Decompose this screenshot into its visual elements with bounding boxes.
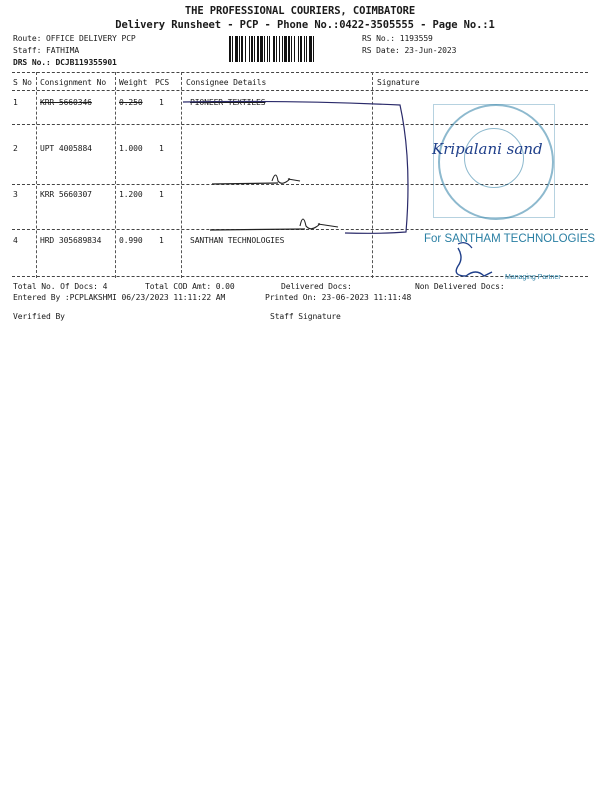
- cell-weight: 0.250: [119, 98, 143, 107]
- staff-signature: Staff Signature: [270, 312, 341, 321]
- barcode-bar: [249, 36, 250, 62]
- barcode-bar: [304, 36, 305, 62]
- barcode-bar: [309, 36, 312, 62]
- barcode-bar: [232, 36, 233, 62]
- cell-pcs: 1: [159, 236, 164, 245]
- col-divider: [115, 72, 116, 278]
- cell-sno: 4: [13, 236, 18, 245]
- cell-consignment: HRD 305689834: [40, 236, 102, 245]
- table-bottom-rule: [12, 276, 588, 277]
- barcode-bar: [245, 36, 246, 62]
- col-divider: [372, 72, 373, 278]
- entered-by: Entered By :PCPLAKSHMI 06/23/2023 11:11:22 AM: [13, 293, 226, 302]
- barcode-bar: [235, 36, 238, 62]
- header-signature: Signature: [377, 78, 420, 87]
- row-divider: [12, 229, 588, 230]
- barcode-bar: [313, 36, 314, 62]
- barcode-bar: [251, 36, 253, 62]
- drs-number: [13, 58, 117, 67]
- header-consignment: Consignment No: [40, 78, 107, 87]
- printed-on: Printed On: 23-06-2023 11:11:48: [265, 293, 412, 302]
- cell-sno: 2: [13, 144, 18, 153]
- barcode-bar: [284, 36, 287, 62]
- cell-consignment: KRR 5660346: [40, 98, 92, 107]
- barcode-bar: [276, 36, 277, 62]
- barcode-bar: [279, 36, 280, 62]
- cell-consignee: SANTHAN TECHNOLOGIES: [190, 236, 285, 245]
- barcode-bar: [254, 36, 255, 62]
- barcode-bar: [241, 36, 243, 62]
- barcode-bar: [282, 36, 283, 62]
- barcode-bar: [229, 36, 231, 62]
- table-header-rule: [12, 90, 588, 91]
- total-docs: Total No. Of Docs: 4: [13, 282, 108, 291]
- rs-date: RS Date: 23-Jun-2023: [362, 46, 457, 55]
- barcode-bar: [273, 36, 275, 62]
- barcode-bar: [300, 36, 302, 62]
- company-seal-inner: [464, 128, 524, 188]
- cell-sno: 1: [13, 98, 18, 107]
- col-divider: [181, 72, 182, 278]
- total-cod: Total COD Amt: 0.00: [145, 282, 235, 291]
- barcode-bar: [260, 36, 263, 62]
- barcode-bar: [298, 36, 299, 62]
- non-delivered-docs: Non Delivered Docs:: [415, 282, 505, 291]
- drs-label: DRS No.:: [13, 58, 51, 67]
- table-top-rule: [12, 72, 588, 73]
- cell-weight: 0.990: [119, 236, 143, 245]
- stamp-company-name: For SANTHAM TECHNOLOGIES: [424, 233, 596, 245]
- cell-consignment: UPT 4005884: [40, 144, 92, 153]
- barcode-bar: [288, 36, 290, 62]
- barcode-bar: [294, 36, 295, 62]
- cell-consignee: PIONEER TEXTILES: [190, 98, 266, 107]
- rs-number: RS No.: 1193559: [362, 34, 433, 43]
- staff-label: Staff: FATHIMA: [13, 46, 80, 55]
- barcode: [229, 36, 355, 62]
- barcode-bar: [267, 36, 268, 62]
- cell-pcs: 1: [159, 98, 164, 107]
- header-consignee: Consignee Details: [186, 78, 267, 87]
- runsheet-subtitle: Delivery Runsheet - PCP - Phone No.:0422-3505555 - Page No.:1: [115, 19, 495, 31]
- recipient-handwritten-name: Kripalani sand: [432, 140, 543, 158]
- cell-sno: 3: [13, 190, 18, 199]
- barcode-bar: [264, 36, 265, 62]
- header-sno: S No: [13, 78, 32, 87]
- header-pcs: PCS: [155, 78, 170, 87]
- stamp-designation: Managing Partner: [505, 274, 561, 281]
- runsheet-title: THE PROFESSIONAL COURIERS, COIMBATORE: [184, 5, 416, 17]
- drs-value: DCJB119355901: [55, 58, 117, 67]
- cell-weight: 1.200: [119, 190, 143, 199]
- verified-by: Verified By: [13, 312, 65, 321]
- cell-pcs: 1: [159, 144, 164, 153]
- cell-weight: 1.000: [119, 144, 143, 153]
- barcode-bar: [291, 36, 292, 62]
- barcode-bar: [269, 36, 270, 62]
- route-label: Route: OFFICE DELIVERY PCP: [13, 34, 136, 43]
- cell-consignment: KRR 5660307: [40, 190, 92, 199]
- header-weight: Weight: [119, 78, 148, 87]
- cell-pcs: 1: [159, 190, 164, 199]
- barcode-bar: [306, 36, 307, 62]
- col-divider: [36, 72, 37, 278]
- delivered-docs: Delivered Docs:: [281, 282, 352, 291]
- barcode-bar: [239, 36, 240, 62]
- barcode-bar: [257, 36, 259, 62]
